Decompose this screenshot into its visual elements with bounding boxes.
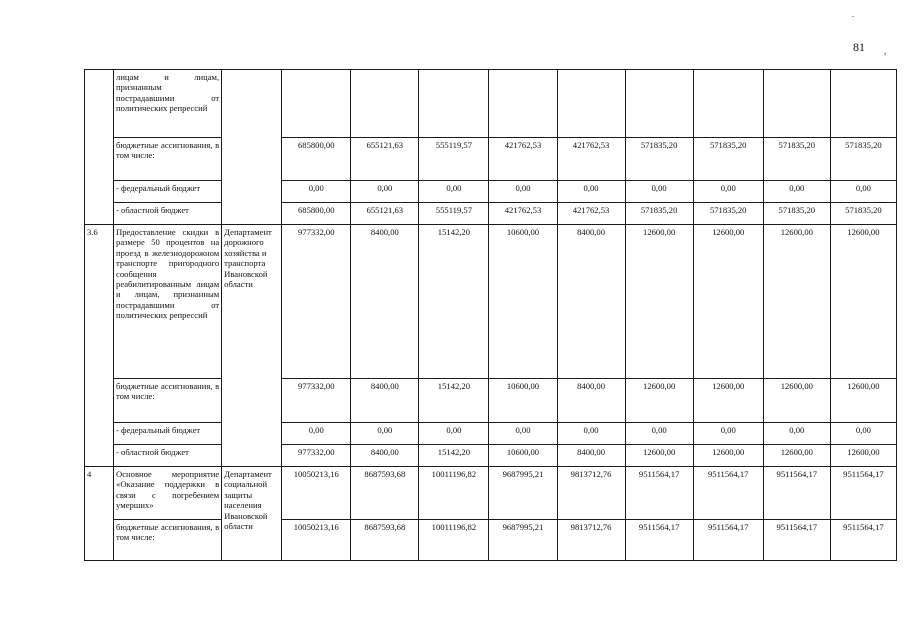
row-name: Основное мероприятие «Оказание поддержки в связи с погребением умерших» [114, 467, 222, 520]
value-cell: 571835,20 [763, 138, 830, 181]
value-cell: 0,00 [351, 181, 419, 203]
value-cell: 9511564,17 [625, 467, 693, 520]
value-cell: 555119,57 [419, 203, 489, 225]
value-cell: 9511564,17 [830, 467, 896, 520]
value-cell: 8400,00 [557, 225, 625, 379]
value-cell: 12600,00 [830, 379, 896, 423]
value-cell: 15142,20 [419, 225, 489, 379]
value-cell: 8400,00 [557, 445, 625, 467]
department-cell: Департамент дорожного хозяйства и транспорта Ивановской области [222, 225, 282, 467]
value-cell: 977332,00 [282, 445, 351, 467]
value-cell: 8400,00 [351, 379, 419, 423]
value-cell: 555119,57 [419, 138, 489, 181]
table-row [85, 423, 897, 445]
value-cell: 8400,00 [351, 225, 419, 379]
value-cell: 655121,63 [351, 203, 419, 225]
value-cell: 9687995,21 [489, 520, 557, 561]
value-cell: 571835,20 [830, 203, 896, 225]
value-cell: 0,00 [489, 181, 557, 203]
value-cell: 977332,00 [282, 225, 351, 379]
value-cell: 12600,00 [693, 445, 763, 467]
value-cell: 10050213,16 [282, 520, 351, 561]
value-cell: 421762,53 [489, 203, 557, 225]
value-cell: 12600,00 [763, 225, 830, 379]
value-cell: 0,00 [830, 423, 896, 445]
value-cell: 571835,20 [693, 203, 763, 225]
value-cell: 0,00 [557, 423, 625, 445]
value-cell: 15142,20 [419, 379, 489, 423]
value-cell: 685800,00 [282, 138, 351, 181]
value-cell: 12600,00 [625, 445, 693, 467]
table-row [85, 203, 897, 225]
value-cell: 10050213,16 [282, 467, 351, 520]
value-cell: 9511564,17 [693, 467, 763, 520]
value-cell: 10600,00 [489, 379, 557, 423]
value-cell: 9813712,76 [557, 520, 625, 561]
value-cell: 8400,00 [351, 445, 419, 467]
value-cell: 0,00 [489, 423, 557, 445]
value-cell: 8687593,68 [351, 467, 419, 520]
value-cell: 10011196,82 [419, 520, 489, 561]
table-row [85, 379, 897, 423]
value-cell: 9511564,17 [830, 520, 896, 561]
value-cell: 0,00 [763, 181, 830, 203]
row-name: - федеральный бюджет [114, 423, 222, 445]
value-cell: 9687995,21 [489, 467, 557, 520]
value-cell: 0,00 [557, 181, 625, 203]
value-cell: 421762,53 [557, 138, 625, 181]
value-cell: 12600,00 [625, 379, 693, 423]
value-cell: 12600,00 [830, 445, 896, 467]
row-name: лицам и лицам, признанным пострадавшими от политических репрессий [114, 70, 222, 138]
value-cell: 0,00 [282, 181, 351, 203]
row-name: - областной бюджет [114, 203, 222, 225]
value-cell: 0,00 [351, 423, 419, 445]
value-cell: 0,00 [693, 181, 763, 203]
table-row [85, 138, 897, 181]
value-cell: 9813712,76 [557, 467, 625, 520]
value-cell: 12600,00 [625, 225, 693, 379]
table-row [85, 225, 897, 379]
value-cell: 12600,00 [830, 225, 896, 379]
value-cell: 9511564,17 [763, 520, 830, 561]
value-cell: 9511564,17 [693, 520, 763, 561]
value-cell: 15142,20 [419, 445, 489, 467]
value-cell: 8400,00 [557, 379, 625, 423]
value-cell: 12600,00 [763, 445, 830, 467]
value-cell: 0,00 [763, 423, 830, 445]
row-name: бюджетные ассигнования, в том числе: [114, 379, 222, 423]
row-number [85, 70, 114, 225]
value-cell: 655121,63 [351, 138, 419, 181]
value-cell: 0,00 [830, 181, 896, 203]
value-cell: 571835,20 [625, 138, 693, 181]
value-cell: 421762,53 [557, 203, 625, 225]
value-cell: 977332,00 [282, 379, 351, 423]
department-cell: Департамент социальной защиты населения Ивановской области [222, 467, 282, 561]
table-row [85, 70, 897, 138]
table-row [85, 181, 897, 203]
value-cell: 12600,00 [763, 379, 830, 423]
table-row [85, 445, 897, 467]
value-cell: 571835,20 [763, 203, 830, 225]
tick-mark: , [884, 46, 887, 56]
value-cell: 0,00 [282, 423, 351, 445]
row-name: Предоставление скидки в размере 50 процентов на проезд в железнодорожном транспорте пригородного сообщения реабилитированным лицам и лицам, признанным пострадавшими от политических репрессий [114, 225, 222, 379]
value-cell: 571835,20 [830, 138, 896, 181]
value-cell: 9511564,17 [763, 467, 830, 520]
value-cell: 10011196,82 [419, 467, 489, 520]
page-number: 81 [853, 40, 865, 54]
budget-table [84, 69, 897, 561]
value-cell: 685800,00 [282, 203, 351, 225]
row-number: 3.6 [85, 225, 114, 467]
value-cell: 0,00 [419, 181, 489, 203]
value-cell: 9511564,17 [625, 520, 693, 561]
row-name: бюджетные ассигнования, в том числе: [114, 138, 222, 181]
value-cell: 12600,00 [693, 379, 763, 423]
value-cell: 8687593,68 [351, 520, 419, 561]
value-cell: 0,00 [625, 181, 693, 203]
table-row [85, 467, 897, 520]
value-cell: 421762,53 [489, 138, 557, 181]
value-cell: 12600,00 [693, 225, 763, 379]
table-row [85, 520, 897, 561]
row-number: 4 [85, 467, 114, 561]
corner-mark: . [852, 10, 854, 19]
department-cell [222, 70, 282, 225]
row-name: бюджетные ассигнования, в том числе: [114, 520, 222, 561]
value-cell: 571835,20 [693, 138, 763, 181]
value-cell: 10600,00 [489, 225, 557, 379]
value-cell: 0,00 [693, 423, 763, 445]
row-name: - федеральный бюджет [114, 181, 222, 203]
row-name: - областной бюджет [114, 445, 222, 467]
value-cell: 0,00 [419, 423, 489, 445]
value-cell: 0,00 [625, 423, 693, 445]
value-cell: 10600,00 [489, 445, 557, 467]
value-cell: 571835,20 [625, 203, 693, 225]
